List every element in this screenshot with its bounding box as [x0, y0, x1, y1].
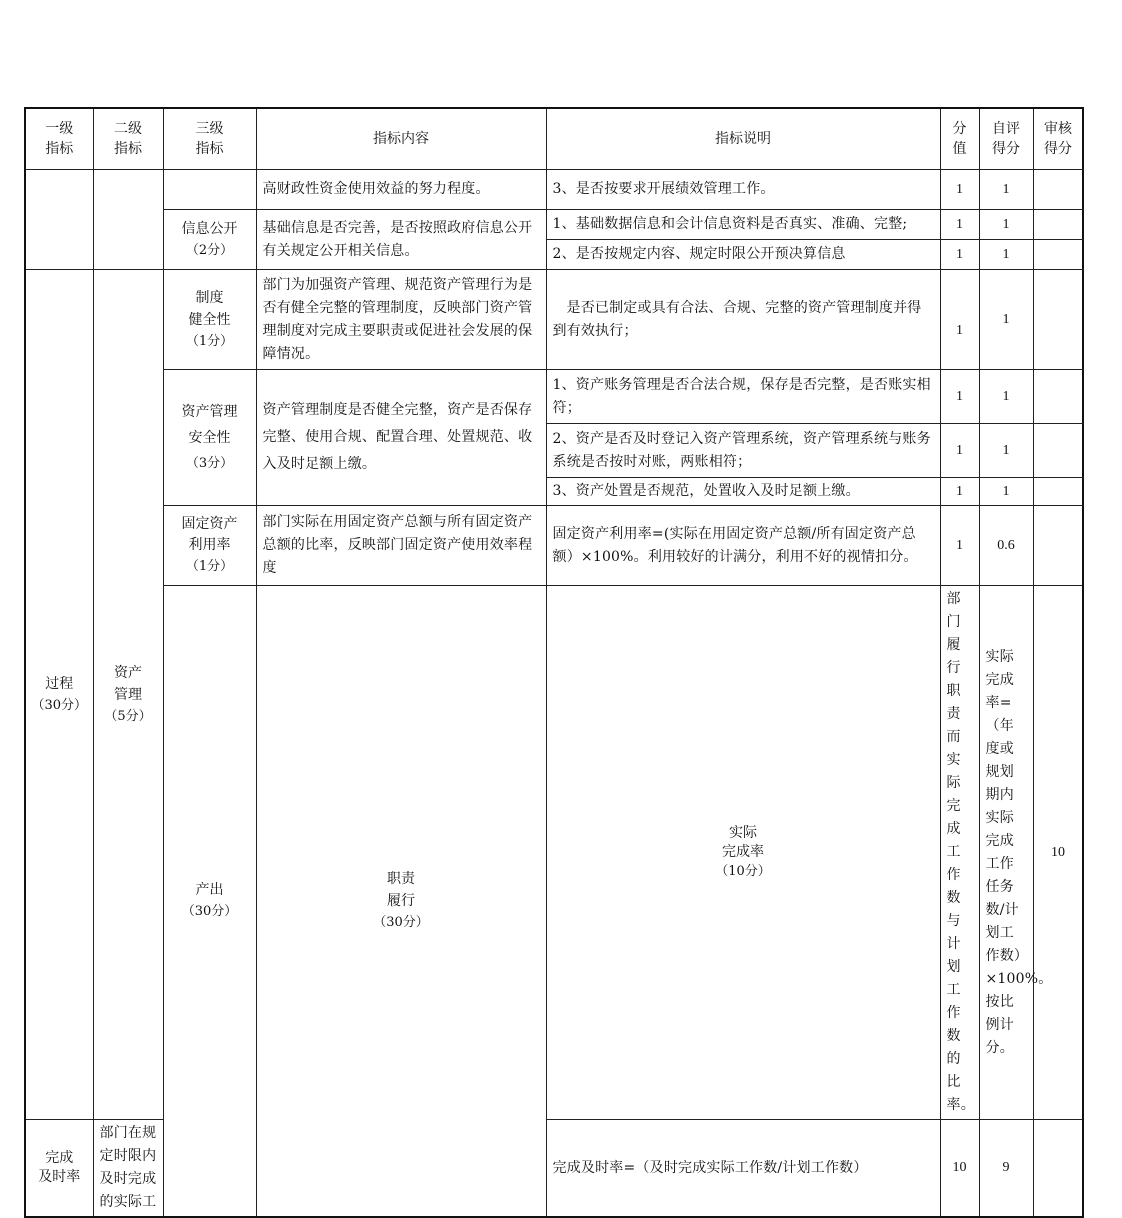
content-cell: 部门实际在用固定资产总额与所有固定资产总额的比率，反映部门固定资产使用效率程度 — [256, 506, 546, 586]
header-level1: 一级 指标 — [25, 108, 93, 170]
audit-score-cell — [1033, 170, 1083, 210]
description-cell: 1、基础数据信息和会计信息资料是否真实、准确、完整; — [546, 210, 940, 240]
description-cell: 完成及时率=（及时完成实际工作数/计划工作数） — [546, 1120, 940, 1218]
self-score-cell: 1 — [979, 210, 1033, 240]
level2-cell-empty — [93, 170, 163, 270]
description-cell: 2、是否按规定内容、规定时限公开预决算信息 — [546, 240, 940, 270]
level2-duty-performance: 职责 履行 （30分） — [256, 586, 546, 1218]
level3-asset-safety: 资产管理 安全性 （3分） — [163, 370, 256, 506]
score-cell: 1 — [940, 424, 979, 478]
level1-output: 产出 （30分） — [163, 586, 256, 1218]
header-level2: 二级 指标 — [93, 108, 163, 170]
level1-process: 过程 （30分） — [25, 270, 93, 1120]
score-cell: 10 — [940, 1120, 979, 1218]
self-score-cell: 1 — [979, 424, 1033, 478]
header-row — [25, 108, 1083, 170]
score-cell: 1 — [940, 370, 979, 424]
table-row — [25, 210, 1083, 240]
description-cell: 实际完成率=（年度或规划期内实际完成工作任务数/计划工作数）×100%。按比例计分。 — [979, 586, 1033, 1120]
score-cell: 10 — [1033, 586, 1083, 1120]
level2-asset-management: 资产 管理 （5分） — [93, 270, 163, 1120]
audit-score-cell — [1033, 240, 1083, 270]
header-content: 指标内容 — [256, 108, 546, 170]
table-row — [25, 170, 1083, 210]
level1-cell-empty — [25, 170, 93, 270]
header-audit-score: 审核 得分 — [1033, 108, 1083, 170]
self-score-cell: 1 — [979, 240, 1033, 270]
table-row — [25, 370, 1083, 424]
score-cell: 1 — [940, 240, 979, 270]
table-container — [24, 107, 1084, 1218]
header-score: 分 值 — [940, 108, 979, 170]
level3-system-soundness: 制度 健全性 （1分） — [163, 270, 256, 370]
content-cell: 基础信息是否完善，是否按照政府信息公开有关规定公开相关信息。 — [256, 210, 546, 270]
audit-score-cell — [1033, 478, 1083, 506]
header-self-score: 自评 得分 — [979, 108, 1033, 170]
audit-score-cell — [1033, 270, 1083, 370]
header-description: 指标说明 — [546, 108, 940, 170]
content-cell: 部门在规定时限内及时完成的实际工 — [93, 1120, 163, 1218]
self-score-cell: 1 — [979, 170, 1033, 210]
audit-score-cell — [1033, 370, 1083, 424]
content-cell: 资产管理制度是否健全完整，资产是否保存完整、使用合规、配置合理、处置规范、收入及时足额上缴。 — [256, 370, 546, 506]
description-cell: 2、资产是否及时登记入资产管理系统，资产管理系统与账务系统是否按时对账，两账相符； — [546, 424, 940, 478]
level3-completion-rate: 实际 完成率 （10分） — [546, 586, 940, 1120]
description-cell: 3、是否按要求开展绩效管理工作。 — [546, 170, 940, 210]
content-cell: 部门为加强资产管理、规范资产管理行为是否有健全完整的管理制度，反映部门资产管理制度对完成主要职责或促进社会发展的保障情况。 — [256, 270, 546, 370]
description-cell: 固定资产利用率=(实际在用固定资产总额/所有固定资产总额）×100%。利用较好的计满分，利用不好的视情扣分。 — [546, 506, 940, 586]
content-cell: 高财政性资金使用效益的努力程度。 — [256, 170, 546, 210]
description-cell: 是否已制定或具有合法、合规、完整的资产管理制度并得到有效执行； — [546, 270, 940, 370]
self-score-cell: 1 — [979, 370, 1033, 424]
table-row — [25, 586, 1083, 1120]
score-cell: 1 — [940, 210, 979, 240]
self-score-cell: 1 — [979, 270, 1033, 370]
description-cell: 1、资产账务管理是否合法合规，保存是否完整，是否账实相符； — [546, 370, 940, 424]
self-score-cell: 9 — [979, 1120, 1033, 1218]
score-cell: 1 — [940, 478, 979, 506]
description-cell: 3、资产处置是否规范，处置收入及时足额上缴。 — [546, 478, 940, 506]
audit-score-cell — [1033, 1120, 1083, 1218]
performance-evaluation-table — [24, 107, 1084, 1218]
level3-fixed-asset-utilization: 固定资产 利用率 （1分） — [163, 506, 256, 586]
audit-score-cell — [1033, 506, 1083, 586]
level3-info-disclosure: 信息公开 （2分） — [163, 210, 256, 270]
table-row — [25, 270, 1083, 370]
score-cell: 1 — [940, 506, 979, 586]
audit-score-cell — [1033, 210, 1083, 240]
content-cell: 部门履行职责而实际完成工作数与计划工作数的比率。 — [940, 586, 979, 1120]
level3-timeliness-rate: 完成 及时率 — [25, 1120, 93, 1218]
score-cell: 1 — [940, 270, 979, 370]
self-score-cell: 0.6 — [979, 506, 1033, 586]
table-row — [25, 506, 1083, 586]
audit-score-cell — [1033, 424, 1083, 478]
level3-cell-empty — [163, 170, 256, 210]
header-level3: 三级 指标 — [163, 108, 256, 170]
self-score-cell: 1 — [979, 478, 1033, 506]
score-cell: 1 — [940, 170, 979, 210]
